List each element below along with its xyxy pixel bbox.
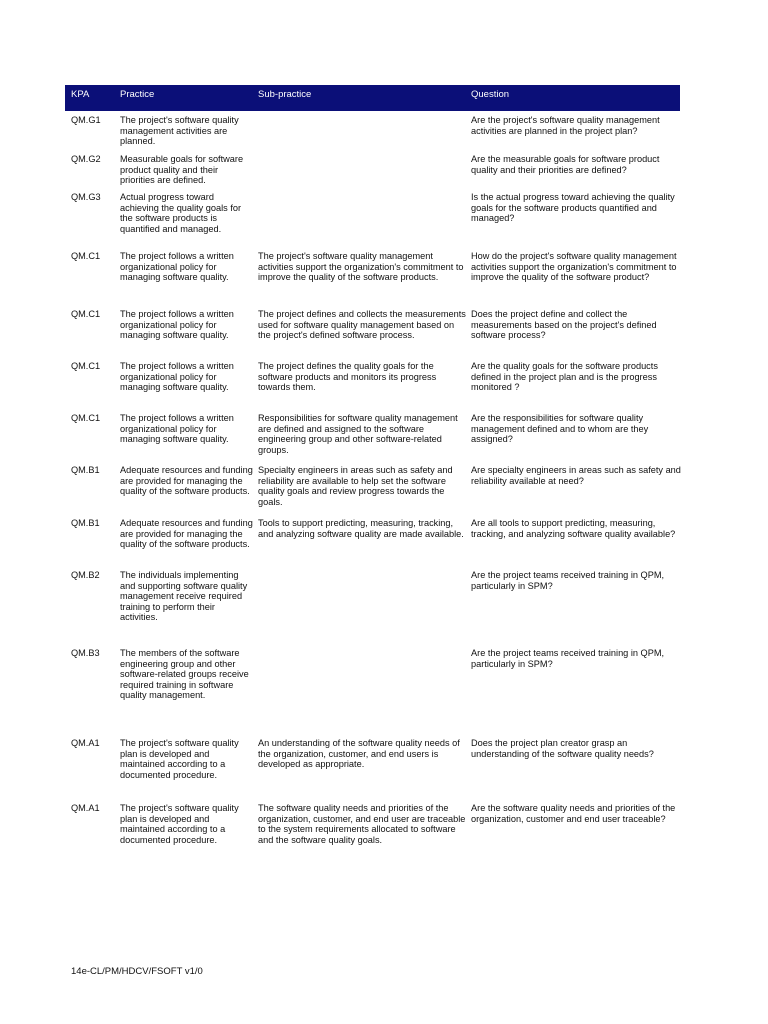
row-question: Are the project teams received training in QPM, particularly in SPM? [471, 648, 665, 669]
row-sub-practice: Tools to support predicting, measuring, tracking, and analyzing software quality are made available. [258, 518, 464, 539]
row-question: Are the project teams received training in QPM, particularly in SPM? [471, 570, 665, 591]
row-kpa: QM.B2 [71, 570, 100, 580]
row-question: Is the actual progress toward achieving the quality goals for the software products quantified and managed? [471, 192, 675, 224]
row-sub-practice: The software quality needs and priorities of the organization, customer, and end user are traceable to the system requirements allocated to software and the software quality goals. [258, 803, 466, 845]
row-kpa: QM.G1 [71, 115, 101, 125]
row-practice: The members of the software engineering group and other software-related groups receive required training in software quality management. [120, 648, 249, 701]
header-practice: Practice [120, 89, 155, 100]
row-question: Does the project plan creator grasp an understanding of the software quality needs? [471, 738, 654, 759]
row-kpa: QM.B1 [71, 465, 100, 475]
row-sub-practice: Specialty engineers in areas such as safety and reliability are available to help set the software quality goals and review progress towards the goals. [258, 465, 453, 507]
row-practice: The project follows a written organizational policy for managing software quality. [120, 413, 234, 445]
document-footer: 14e-CL/PM/HDCV/FSOFT v1/0 [71, 966, 203, 977]
header-kpa: KPA [71, 89, 90, 100]
row-kpa: QM.A1 [71, 803, 100, 813]
row-practice: The project's software quality plan is developed and maintained according to a documented procedure. [120, 738, 239, 780]
row-sub-practice: An understanding of the software quality needs of the organization, customer, and end users is developed as appropriate. [258, 738, 460, 770]
row-kpa: QM.B1 [71, 518, 100, 528]
row-question: Are the quality goals for the software products defined in the project plan and is the progress monitored ? [471, 361, 658, 393]
row-sub-practice: The project's software quality management activities support the organization's commitment to improve the quality of the software products. [258, 251, 464, 283]
row-kpa: QM.G2 [71, 154, 101, 164]
row-question: Are the responsibilities for software quality management defined and to whom are they assigned? [471, 413, 649, 445]
row-question: Are the software quality needs and priorities of the organization, customer and end user traceable? [471, 803, 676, 824]
header-question: Question [471, 89, 510, 100]
row-practice: The project follows a written organizational policy for managing software quality. [120, 361, 234, 393]
row-practice: Actual progress toward achieving the quality goals for the software products is quantified and managed. [120, 192, 242, 234]
row-question: Does the project define and collect the measurements based on the project's defined software process? [471, 309, 657, 341]
row-kpa: QM.A1 [71, 738, 100, 748]
row-question: How do the project's software quality management activities support the organization's commitment to improve the quality of the software product? [471, 251, 677, 283]
row-kpa: QM.G3 [71, 192, 101, 202]
row-practice: The project's software quality management activities are planned. [120, 115, 239, 147]
row-sub-practice: The project defines and collects the measurements used for software quality management based on the project's defined software process. [258, 309, 466, 341]
row-kpa: QM.C1 [71, 413, 101, 423]
table-header [65, 85, 680, 111]
row-kpa: QM.C1 [71, 309, 101, 319]
row-practice: The project follows a written organizational policy for managing software quality. [120, 309, 234, 341]
row-practice: The individuals implementing and supporting software quality management receive required training to perform their activities. [120, 570, 248, 623]
row-practice: The project's software quality plan is developed and maintained according to a documented procedure. [120, 803, 239, 845]
row-practice: The project follows a written organizational policy for managing software quality. [120, 251, 234, 283]
row-question: Are the measurable goals for software product quality and their priorities are defined? [471, 154, 660, 175]
row-question: Are specialty engineers in areas such as safety and reliability available at need? [471, 465, 681, 486]
header-sub-practice: Sub-practice [258, 89, 312, 100]
row-practice: Adequate resources and funding are provided for managing the quality of the software products. [120, 465, 253, 497]
row-kpa: QM.C1 [71, 361, 101, 371]
row-practice: Adequate resources and funding are provided for managing the quality of the software products. [120, 518, 253, 550]
row-kpa: QM.B3 [71, 648, 100, 658]
row-practice: Measurable goals for software product quality and their priorities are defined. [120, 154, 244, 186]
row-question: Are the project's software quality management activities are planned in the project plan? [471, 115, 660, 136]
row-kpa: QM.C1 [71, 251, 101, 261]
row-question: Are all tools to support predicting, measuring, tracking, and analyzing software quality available? [471, 518, 676, 539]
row-sub-practice: The project defines the quality goals for the software products and monitors its progress towards them. [258, 361, 437, 393]
row-sub-practice: Responsibilities for software quality management are defined and assigned to the software engineering group and other software-related groups. [258, 413, 458, 455]
